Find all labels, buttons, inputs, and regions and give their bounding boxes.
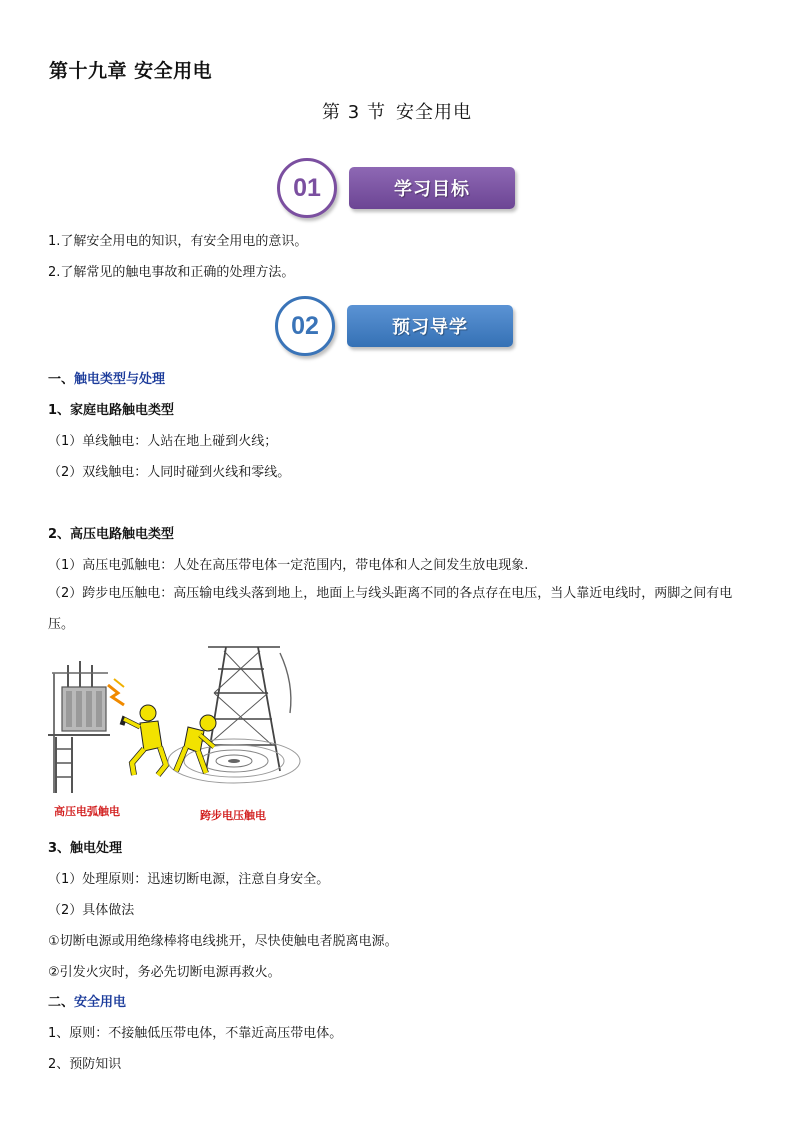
part2-prefix: 二、 [48,995,75,1010]
banner-number-badge: 02 [275,296,335,356]
sub3-heading: 3、触电处理 [48,841,123,856]
section-prefix: 第 3 节 [322,102,386,123]
caption-step-voltage-shock: 跨步电压触电 [200,809,266,822]
banner-label: 学习目标 [349,167,515,209]
sub2-item: （1）高压电弧触电：人处在高压带电体一定范围内，带电体和人之间发生放电现象. [48,558,529,573]
part1-title: 触电类型与处理 [74,372,166,387]
banner-label: 预习导学 [347,305,513,347]
sub3-item: （2）具体做法 [48,903,135,918]
sub3-item: （1）处理原则：迅速切断电源，注意自身安全。 [48,872,330,887]
section-title [0,98,794,124]
section-name: 安全用电 [395,102,472,123]
sub2-heading: 2、高压电路触电类型 [48,527,175,542]
part2-title: 安全用电 [74,995,127,1010]
part2-item: 2、预防知识 [48,1057,122,1072]
sub1-heading: 1、家庭电路触电类型 [48,403,175,418]
part1-prefix: 一、 [48,372,75,387]
electric-shock-illustration [48,643,304,827]
banner-number-badge: 01 [277,158,337,218]
chapter-title: 第十九章 安全用电 [49,60,213,82]
part2-item: 1、原则：不接触低压带电体，不靠近高压带电体。 [48,1026,343,1041]
objective-item: 2.了解常见的触电事故和正确的处理方法。 [48,265,295,280]
sub2-item: （2）跨步电压触电：高压输电线头落到地上，地面上与线头距离不同的各点存在电压，当人靠近电线时，两脚之间有电压。 [48,586,733,632]
part2-heading [48,991,126,1010]
sub3-item: ①切断电源或用绝缘棒将电线挑开，尽快使触电者脱离电源。 [48,934,398,949]
sub1-item: （1）单线触电：人站在地上碰到火线； [48,434,278,449]
caption-arc-shock: 高压电弧触电 [54,805,120,818]
sub3-item: ②引发火灾时，务必先切断电源再救火。 [48,965,281,980]
objective-item: 1.了解安全用电的知识，有安全用电的意识。 [48,234,308,249]
sub1-item: （2）双线触电：人同时碰到火线和零线。 [48,465,291,480]
part1-heading [48,368,165,387]
shock-types-figure [48,643,304,827]
